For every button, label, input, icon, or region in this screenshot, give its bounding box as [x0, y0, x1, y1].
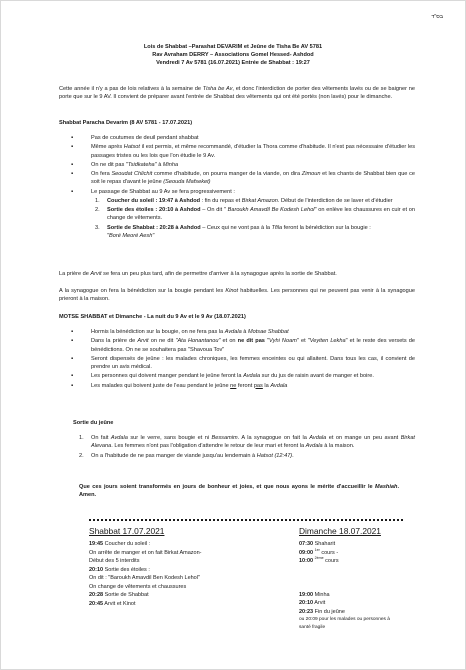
list-item: ▪ Hormis la bénédiction sur la bougie, on ne fera pas la Avdala à Motsae Shabbat [59, 328, 415, 336]
schedule-row: 20:45 Arvit et Kinot [89, 600, 136, 607]
header-line-1: Lois de Shabbat –Parashat DEVARIM et Jeûne de Tisha Be AV 5781 [143, 44, 323, 50]
schedule-dimanche [299, 525, 449, 631]
list-item: ▪ Les personnes qui doivent manger pendant le jeûne feront la Avdala sur du jus de raisin avant de manger et boire. [59, 372, 415, 380]
kinot-paragraph: A la synagogue on fera la bénédiction sur la bougie pendant les Kinot habituelles. Les personnes qui ne peuvent pas venir à la synagogue prieront à la maison. [59, 288, 416, 303]
section-title: MOTSE SHABBAT et Dimanche - La nuit du 9 Av et le 9 Av (18.07.2021) [59, 314, 246, 320]
schedule-row: 20:23 Fin du jeûne [299, 608, 345, 615]
schedule-row: santé fragile [299, 624, 326, 630]
header-line-3: Vendredi 7 Av 5781 (16.07.2021) Entrée de Shabbat : 19:27 [156, 60, 310, 67]
schedule-row: 20:10 Sortie des étoiles : [89, 566, 150, 573]
section-title: Shabbat Paracha Devarim (8 AV 5781 - 17.07.2021) [59, 120, 193, 126]
numbered-item: 1. On fait Avdala sur le verre, sans bougie et ni Bessamim. A la synagogue on fait la Avdala et on mange un peu avant Birkat Alevana. Les femmes n'ont pas l'obligation d'attendre le retour de leur mari et feront la Avdala à la maison. [79, 435, 415, 450]
list-item: ▪ Les malades qui boivent juste de l'eau pendant le jeûne ne feront pas la Avdala [59, 382, 415, 390]
section-title: Sortie du jeûne [73, 420, 114, 426]
schedule-row: 19:45 Coucher du soleil : [89, 541, 151, 548]
arvit-paragraph: La prière de Arvit se fera un peu plus tard, afin de permettre d'arriver à la synagogue après la sortie de Shabbat. [59, 271, 337, 277]
closing-blessing: Que ces jours soient transformés en jours de bonheur et joies, et que nous ayons le mérite d'accueillir le Mashiah. Amen. [79, 484, 399, 499]
schedule-shabbat [89, 525, 269, 608]
schedule-row: On arrête de manger et on fait Birkat Amazon- [89, 549, 202, 556]
dotted-separator [89, 519, 403, 523]
schedule-row: ou 20:09 pour les malades ou personnes à [299, 617, 390, 623]
section-shabbat-devarim [59, 119, 415, 241]
numbered-item: 2. On a l'habitude de ne pas manger de viande jusqu'au lendemain à Hatsot (12:47). [79, 452, 294, 459]
schedule-row: 09:00 $^{1er}$ cours - [299, 547, 339, 556]
document-header [41, 43, 425, 67]
schedule-row: Début des 5 interdits [89, 558, 140, 565]
schedule-row: 20:28 Sortie de Shabbat [89, 592, 149, 599]
list-item: ▪ Pas de coutumes de deuil pendant shabbat [59, 134, 415, 142]
schedule-row: 10:00 $^{2ème}$ cours [299, 556, 339, 565]
section-sortie-jeune [59, 419, 415, 461]
numbered-item: 2. Sortie des étoiles : 20:10 à Ashdod – On dit " Baroukh Amavdil Be Kodesh Lehol" on enlève les chaussures en cuir et on change de vêtements. [95, 207, 415, 222]
schedule-row: 07:30 Shaharit [299, 541, 336, 548]
list-item: ▪ On ne dit pas "Tsidkateha" à Minha [59, 161, 415, 169]
list-item: ▪ Même après Hatsot il est permis, et même recommandé, d'étudier la Thora comme d'habitude. Il n'est pas nécessaire d'étudier les passages tristes ou les lois que l'on étudie le 9 Av. [59, 143, 415, 159]
list-item: ▪ On fera Seoudat Chlichit comme d'habitude, on pourra manger de la viande, on dira Zimoun et les chants de Shabbat bien que ce soit le repas d'avant le jeûne (Seouda Mafseket) [59, 170, 415, 186]
schedule-row: On dit : "Baroukh Amavdil Ben Kodesh Lehol" [89, 575, 200, 582]
intro-paragraph: Cette année il n'y a pas de lois relatives à la semaine de Tisha be Av, et donc l'interdiction de porter des vêtements lavés ou de se baigner ne porte que sur le 9 AV. Il convient de préparer avant l'entrée de Shabbat des vêtements qui ont été portés (non lavés) pour le dimanche. [59, 86, 415, 101]
schedule-row: 19:00 Minha [299, 591, 330, 598]
schedule-title: Dimanche 18.07.2021 [299, 526, 381, 536]
schedule-row: On change de vêtements et chaussures [89, 583, 187, 590]
header-line-2: Rav Avraham DERRY – Associations Gomel Hessed- Ashdod [152, 52, 314, 59]
numbered-item: 3. Sortie de Shabbat : 20:28 à Ashdod – Ceux qui ne vont pas à la Tfila feront la bénédiction sur la bougie : "Boré Meoré Aesh" [95, 224, 371, 239]
schedule-title: Shabbat 17.07.2021 [89, 526, 165, 536]
numbered-item: 1. Coucher du soleil : 19:47 à Ashdod : fin du repas et Birkat Amazon. Début de l'interdiction de se laver et d'étudier [95, 197, 393, 204]
schedule-row: 20:10 Arvit [299, 600, 326, 607]
list-item: ▪ Seront dispensés de jeûne : les malades chroniques, les femmes enceintes ou qui allaitent. Dans tous les cas, il convient de prendre un avis médical. [59, 355, 415, 371]
section-motse-shabbat [59, 313, 415, 391]
list-item: ▪ Dans la prière de Arvit on ne dit "Ata Honantanou" et on ne dit pas "Vyhi Noam" et "Veyiten Lekha" et le reste des versets de bénédictions. On ne se souhaitera pas "Shavoua Tov" [59, 337, 415, 353]
list-item: ▪ Le passage de Shabbat au 9 Av se fera progressivement : [59, 188, 415, 196]
bsd-mark: בס"ד [431, 14, 443, 20]
